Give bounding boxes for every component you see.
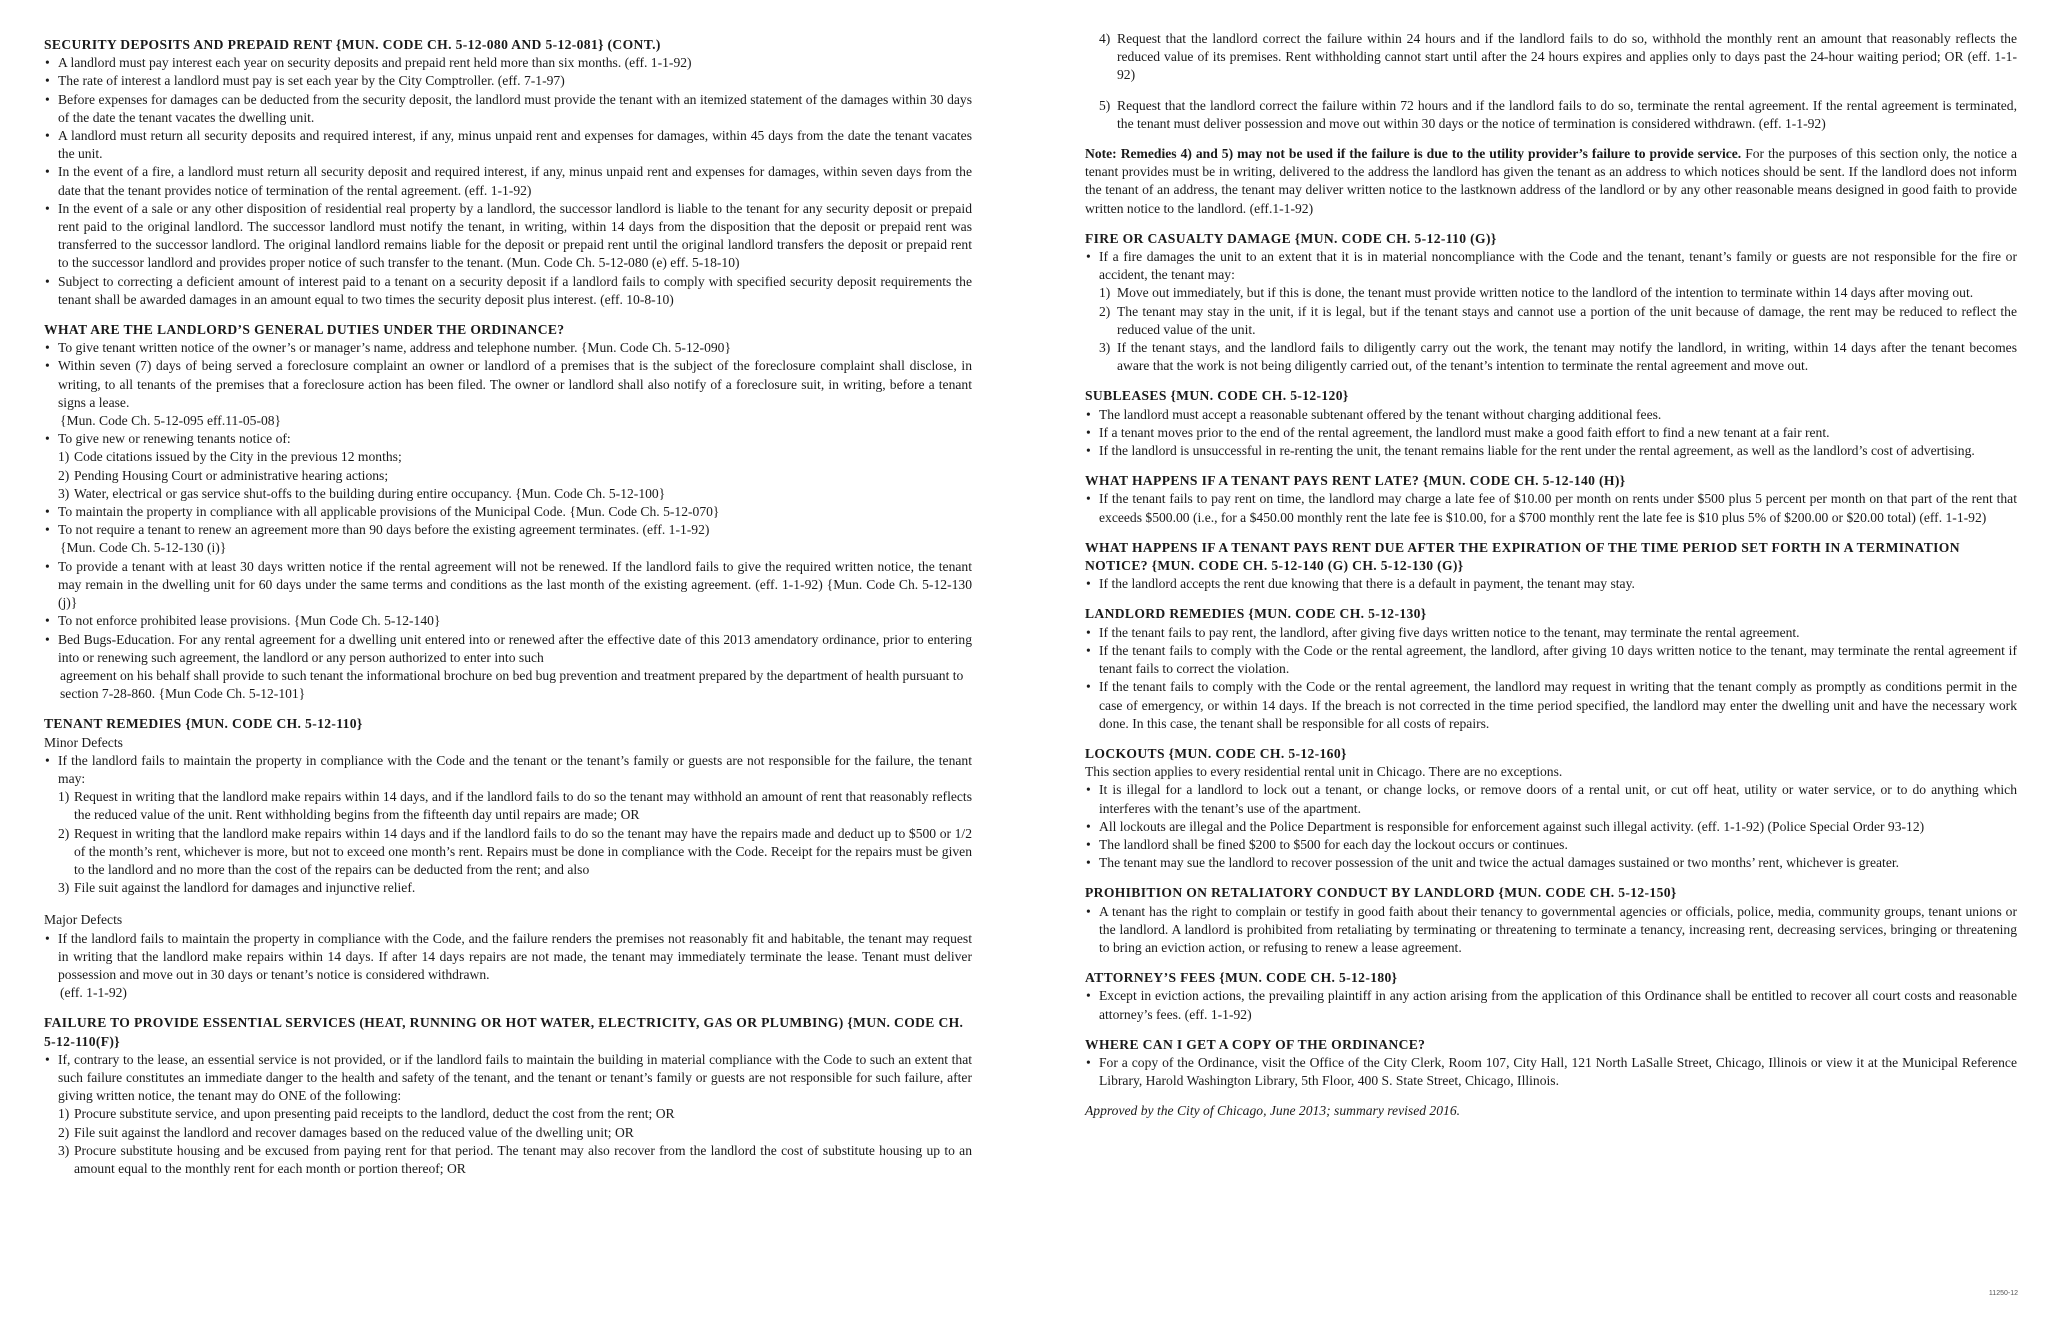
item-number: 2)	[58, 1124, 70, 1140]
item-text: If the tenant stays, and the landlord fails to diligently carry out the work, the tenant may notify the landlord, in writing, within 14 days after the tenant becomes aware that the work is not being diligently carried out, of the tenant’s intention to terminate the rental agreement and move out.	[1117, 340, 2017, 374]
numbered-item	[44, 1142, 972, 1178]
fire-damage-section	[1085, 230, 2017, 376]
bullet-item: • The landlord must accept a reasonable subtenant offered by the tenant without charging additional fees.	[1085, 406, 2017, 424]
item-text: Water, electrical or gas service shut-offs to the building during entire occupancy. {Mun. Code Ch. 5-12-100}	[74, 485, 666, 501]
security-deposits-section	[44, 36, 972, 309]
bullet-item: • If a tenant moves prior to the end of the rental agreement, the landlord must make a good faith effort to find a new tenant at a fair rent.	[1085, 424, 2017, 442]
form-code: 11250-12	[1988, 1290, 2018, 1297]
item-text: Request in writing that the landlord make repairs within 14 days and if the landlord fails to do so the tenant may have the repairs made and deduct up to $500 or 1/2 of the month’s rent, whichever is more, but not to exceed one month’s rent. Repairs must be done in compliance with the Code. Receipt for the repairs must be given to the landlord and no more than the cost of the repairs can be deducted from the rent; and also	[74, 825, 972, 877]
item-text: Procure substitute service, and upon presenting paid receipts to the landlord, deduct the cost from the rent; OR	[74, 1106, 675, 1122]
numbered-item	[44, 485, 972, 503]
section-heading: WHAT ARE THE LANDLORD’S GENERAL DUTIES UNDER THE ORDINANCE?	[44, 322, 565, 338]
item-text: Request that the landlord correct the failure within 72 hours and if the landlord fails to do so, terminate the rental agreement. If the rental agreement is terminated, the tenant must deliver possession and move out within 30 days or the notice of termination is considered withdrawn. (eff. 1-1-92)	[1117, 97, 2017, 131]
numbered-item	[1085, 30, 2017, 85]
bullet-item: • Before expenses for damages can be deducted from the security deposit, the landlord must provide the tenant with an itemized statement of the damages within 30 days of the date the tenant vacates the dwelling unit.	[44, 91, 972, 127]
ordinance-copy-section	[1085, 1036, 2017, 1091]
bullet-item: • If the landlord fails to maintain the property in compliance with the Code and the tenant or the tenant’s family or guests are not responsible for the failure, the tenant may:	[44, 752, 972, 788]
late-rent-section	[1085, 472, 2017, 527]
bullet-item: • If the landlord fails to maintain the property in compliance with the Code, and the failure renders the premises not reasonably fit and habitable, the tenant may request in writing that the landlord make repairs within 14 days. If after 14 days repairs are not made, the tenant may immediately terminate the lease. Tenant must deliver possession and move out in 30 days or tenant’s notice is considered withdrawn.	[44, 930, 972, 985]
bullet-item: • To give new or renewing tenants notice of:	[44, 430, 972, 448]
bullet-item: • Except in eviction actions, the prevailing plaintiff in any action arising from the application of this Ordinance shall be entitled to recover all court costs and reasonable attorney’s fees. (eff. 1-1-92)	[1085, 987, 2017, 1023]
section-heading: FIRE OR CASUALTY DAMAGE {MUN. CODE CH. 5-12-110 (G)}	[1085, 230, 1497, 246]
item-number: 1)	[1099, 285, 1111, 301]
numbered-item	[1085, 284, 2017, 302]
item-text: File suit against the landlord and recover damages based on the reduced value of the dwelling unit; OR	[74, 1124, 634, 1140]
bullet-item: • To provide a tenant with at least 30 days written notice if the rental agreement will not be renewed. If the landlord fails to give the required written notice, the tenant may remain in the dwelling unit for 60 days under the same terms and conditions as the last month of the existing agreement. (eff. 1-1-92) {Mun. Code Ch. 5-12-130 (j)}	[44, 558, 972, 613]
section-heading: PROHIBITION ON RETALIATORY CONDUCT BY LANDLORD {MUN. CODE CH. 5-12-150}	[1085, 885, 1677, 901]
item-number: 1)	[58, 1106, 70, 1122]
citation: {Mun. Code Ch. 5-12-095 eff.11-05-08}	[60, 413, 282, 429]
bullet-item: • A landlord must return all security deposits and required interest, if any, minus unpaid rent and expenses for damages, within 45 days from the date the tenant vacates the unit.	[44, 127, 972, 163]
numbered-item	[44, 1105, 972, 1123]
after-expiration-section	[1085, 539, 2017, 594]
bullet-item: • To not require a tenant to renew an agreement more than 90 days before the existing agreement terminates. (eff. 1-1-92)	[44, 521, 972, 539]
item-number: 4)	[1099, 31, 1111, 46]
bullet-item: • The tenant may sue the landlord to recover possession of the unit and twice the actual damages sustained or two months’ rent, whichever is greater.	[1085, 854, 2017, 872]
subleases-section	[1085, 387, 2017, 460]
item-number: 2)	[58, 467, 70, 483]
citation: (eff. 1-1-92)	[60, 985, 127, 1001]
section-heading: WHAT HAPPENS IF A TENANT PAYS RENT DUE AFTER THE EXPIRATION OF THE TIME PERIOD SET FORTH IN A TERMINATION NOTICE? {MUN. CODE CH. 5-12-140 (G) CH. 5-12-130 (G)}	[1085, 539, 1960, 574]
section-heading: FAILURE TO PROVIDE ESSENTIAL SERVICES (HEAT, RUNNING OR HOT WATER, ELECTRICITY, GAS OR PLUMBING) {MUN. CODE CH. 5-12-110(F)}	[44, 1015, 964, 1049]
numbered-item	[44, 448, 972, 466]
section-intro: This section applies to every residential rental unit in Chicago. There are no exceptions.	[1085, 764, 1563, 780]
minor-defects-label: Minor Defects	[44, 734, 123, 750]
item-number: 5)	[1099, 97, 1111, 113]
item-number: 2)	[1099, 303, 1111, 319]
bullet-item: • If, contrary to the lease, an essential service is not provided, or if the landlord fails to maintain the building in material compliance with the Code to such an extent that such failure constitutes an immediate danger to the health and safety of the tenant, and the tenant or tenant’s family or guests are not responsible for such failure, after giving written notice, the tenant may do ONE of the following:	[44, 1051, 972, 1106]
bullet-item: • If the tenant fails to comply with the Code or the rental agreement, the landlord may request in writing that the tenant comply as promptly as conditions permit in the case of emergency, or within 14 days. If the breach is not corrected in the time period specified, the landlord may enter the dwelling unit and have the necessary work done. In this case, the tenant shall be responsible for all costs of repairs.	[1085, 678, 2017, 733]
item-number: 2)	[58, 825, 70, 841]
bullet-item: • If the landlord accepts the rent due knowing that there is a default in payment, the tenant may stay.	[1085, 575, 2017, 593]
section-heading: LOCKOUTS {MUN. CODE CH. 5-12-160}	[1085, 745, 1347, 761]
bullet-item: • Within seven (7) days of being served a foreclosure complaint an owner or landlord of a premises that is the subject of the foreclosure complaint shall disclose, in writing, to all tenants of the premises that a foreclosure action has been filed. The owner or landlord shall also notify of a foreclosure suit, in writing, before a tenant signs a lease.	[44, 357, 972, 412]
bullet-item: • If the tenant fails to comply with the Code or the rental agreement, the landlord, after giving 10 days written notice to the tenant, may terminate the rental agreement if tenant fails to correct the violation.	[1085, 642, 2017, 678]
bullet-item: • If the landlord is unsuccessful in re-renting the unit, the tenant remains liable for the rent under the rental agreement, as well as the landlord’s cost of advertising.	[1085, 442, 2017, 460]
bullet-item: • If the tenant fails to pay rent, the landlord, after giving five days written notice to the tenant, may terminate the rental agreement.	[1085, 624, 2017, 642]
numbered-item	[1085, 339, 2017, 375]
bullet-item: • To maintain the property in compliance with all applicable provisions of the Municipal Code. {Mun. Code Ch. 5-12-070}	[44, 503, 972, 521]
item-text: Pending Housing Court or administrative hearing actions;	[74, 467, 389, 483]
section-heading: WHERE CAN I GET A COPY OF THE ORDINANCE?	[1085, 1036, 1426, 1052]
essential-services-section	[44, 1014, 972, 1178]
item-text: Request that the landlord correct the failure within 24 hours and if the landlord fails to do so, withhold the monthly rent an amount that reasonably reflects the reduced value of its premises. Rent withholding cannot start until after the 24 hours expires and applies only to days past the 24-hour waiting period; OR (eff. 1-1-92)	[1117, 31, 2017, 83]
attorney-fees-section	[1085, 969, 2017, 1024]
remedies-note	[1085, 145, 2017, 218]
numbered-item	[44, 879, 972, 897]
bullet-item: • If a fire damages the unit to an extent that it is in material noncompliance with the Code and the tenant, tenant’s family or guests are not responsible for the fire or accident, the tenant may:	[1085, 248, 2017, 284]
item-number: 3)	[58, 1142, 70, 1158]
bullet-item: • All lockouts are illegal and the Police Department is responsible for enforcement against such illegal activity. (eff. 1-1-92) (Police Special Order 93-12)	[1085, 818, 2017, 836]
item-text: The tenant may stay in the unit, if it is legal, but if the tenant stays and cannot use a portion of the unit because of damage, the rent may be reduced to reflect the reduced value of the unit.	[1117, 303, 2017, 337]
numbered-item	[44, 467, 972, 485]
citation: {Mun. Code Ch. 5-12-130 (i)}	[60, 540, 227, 556]
item-number: 1)	[58, 789, 70, 805]
item-text: Procure substitute housing and be excused from paying rent for that period. The tenant may also recover from the landlord the cost of substitute housing up to an amount equal to the monthly rent for each month or portion thereof; OR	[74, 1142, 972, 1176]
spacer	[44, 897, 972, 911]
item-text: Move out immediately, but if this is done, the tenant must provide written notice to the landlord of the intention to terminate within 14 days after moving out.	[1117, 285, 1974, 301]
bullet-item: • A tenant has the right to complain or testify in good faith about their tenancy to governmental agencies or officials, police, media, community groups, tenant unions or the landlord. A landlord is prohibited from retaliating by terminating or threatening to terminate a tenancy, increasing rent, decreasing services, bringing or threatening to bring an eviction action, or refusing to renew a lease agreement.	[1085, 903, 2017, 958]
landlord-duties-section	[44, 321, 972, 703]
bullet-item: • It is illegal for a landlord to lock out a tenant, or change locks, or remove doors of a rental unit, or cut off heat, utility or water service, or to do anything which interferes with the tenant’s use of the apartment.	[1085, 781, 2017, 817]
left-column	[44, 36, 972, 1190]
bullet-item: • If the tenant fails to pay rent on time, the landlord may charge a late fee of $10.00 per month on rents under $500 plus 5 percent per month on that part of the rent that exceeds $500.00 (i.e., for a $450.00 monthly rent the late fee is $10.00, for a $700 monthly rent the late fee is $10 plus 5% of $200.00 or $20.00 total) (eff. 1-1-92)	[1085, 490, 2017, 526]
bullet-item: • In the event of a sale or any other disposition of residential real property by a landlord, the successor landlord is liable to the tenant for any security deposit or prepaid rent paid to the original landlord. The successor landlord must notify the tenant, in writing, within 14 days from the disposition that the deposit or prepaid rent was transferred to the successor landlord. The original landlord remains liable for the deposit or prepaid rent until the original landlord transfers the deposit or prepaid rent to the successor landlord and provides proper notice of such transfer to the tenant. (Mun. Code Ch. 5-12-080 (e) eff. 5-18-10)	[44, 200, 972, 273]
bullet-item: • A landlord must pay interest each year on security deposits and prepaid rent held more than six months. (eff. 1-1-92)	[44, 54, 972, 72]
item-number: 3)	[1099, 340, 1111, 356]
numbered-item	[1085, 97, 2017, 133]
bullet-item: • The landlord shall be fined $200 to $500 for each day the lockout occurs or continues.	[1085, 836, 2017, 854]
bullet-item: • To give tenant written notice of the owner’s or manager’s name, address and telephone number. {Mun. Code Ch. 5-12-090}	[44, 339, 972, 357]
right-column	[1085, 30, 2017, 1121]
item-number: 1)	[58, 449, 70, 465]
item-text: Request in writing that the landlord make repairs within 14 days, and if the landlord fails to do so the tenant may withhold an amount of rent that reasonably reflects the reduced value of the unit. Rent withholding begins from the fifteenth day until repairs are made; OR	[74, 789, 972, 823]
item-number: 3)	[58, 485, 70, 501]
item-number: 3)	[58, 880, 70, 896]
section-heading: WHAT HAPPENS IF A TENANT PAYS RENT LATE? {MUN. CODE CH. 5-12-140 (H)}	[1085, 473, 1626, 489]
numbered-item	[44, 788, 972, 824]
bullet-item: • To not enforce prohibited lease provisions. {Mun Code Ch. 5-12-140}	[44, 612, 972, 630]
section-heading: SECURITY DEPOSITS AND PREPAID RENT {MUN. CODE CH. 5-12-080 AND 5-12-081} (CONT.)	[44, 37, 661, 52]
lockouts-section	[1085, 745, 2017, 872]
retaliatory-conduct-section	[1085, 884, 2017, 957]
section-heading: SUBLEASES {MUN. CODE CH. 5-12-120}	[1085, 388, 1349, 404]
section-heading: TENANT REMEDIES {MUN. CODE CH. 5-12-110}	[44, 716, 363, 732]
item-text: File suit against the landlord for damages and injunctive relief.	[74, 880, 416, 896]
section-heading: LANDLORD REMEDIES {MUN. CODE CH. 5-12-130}	[1085, 606, 1427, 622]
tenant-remedies-section	[44, 715, 972, 1002]
section-heading: ATTORNEY’S FEES {MUN. CODE CH. 5-12-180}	[1085, 970, 1398, 986]
bullet-item: • Bed Bugs-Education. For any rental agreement for a dwelling unit entered into or renewed after the effective date of this 2013 amendatory ordinance, prior to entering into or renewing such agreement, the landlord or any person authorized to enter into such	[44, 631, 972, 667]
bullet-item: • The rate of interest a landlord must pay is set each year by the City Comptroller. (eff. 7-1-97)	[44, 72, 972, 90]
bullet-item: • For a copy of the Ordinance, visit the Office of the City Clerk, Room 107, City Hall, 121 North LaSalle Street, Chicago, Illinois or view it at the Municipal Reference Library, Harold Washington Library, 5th Floor, 400 S. State Street, Chicago, Illinois.	[1085, 1054, 2017, 1090]
bullet-item: • Subject to correcting a deficient amount of interest paid to a tenant on a security deposit if a landlord fails to comply with specified security deposit requirements the tenant shall be awarded damages in an amount equal to two times the security deposit plus interest. (eff. 10-8-10)	[44, 273, 972, 309]
bullet-continuation: agreement on his behalf shall provide to such tenant the informational brochure on bed bug prevention and treatment prepared by the department of health pursuant to section 7-28-860. {Mun Code Ch. 5-12-101}	[60, 667, 964, 702]
numbered-item	[44, 825, 972, 880]
note-text: For the purposes of this section only, the notice a tenant provides must be in writing, delivered to the address the landlord has given the tenant as an address to which notices should be sent. If the landlord does not inform the tenant of an address, the tenant may deliver written notice to the lastknown address of the landlord or by any other reasonable means designed in good faith to provide written notice to the landlord. (eff.1-1-92)	[1085, 146, 2018, 216]
major-defects-label: Major Defects	[44, 912, 123, 928]
numbered-item	[1085, 303, 2017, 339]
item-text: Code citations issued by the City in the previous 12 months;	[74, 449, 402, 465]
note-bold-text: Note: Remedies 4) and 5) may not be used if the failure is due to the utility provider’s failure to provide service.	[1085, 146, 1742, 162]
bullet-item: • In the event of a fire, a landlord must return all security deposit and required interest, if any, minus unpaid rent and expenses for damages, within seven days from the date that the tenant provides notice of termination of the rental agreement. (eff. 1-1-92)	[44, 163, 972, 199]
numbered-item	[44, 1124, 972, 1142]
landlord-remedies-section	[1085, 605, 2017, 732]
approval-note: Approved by the City of Chicago, June 2013; summary revised 2016.	[1085, 1103, 1461, 1119]
